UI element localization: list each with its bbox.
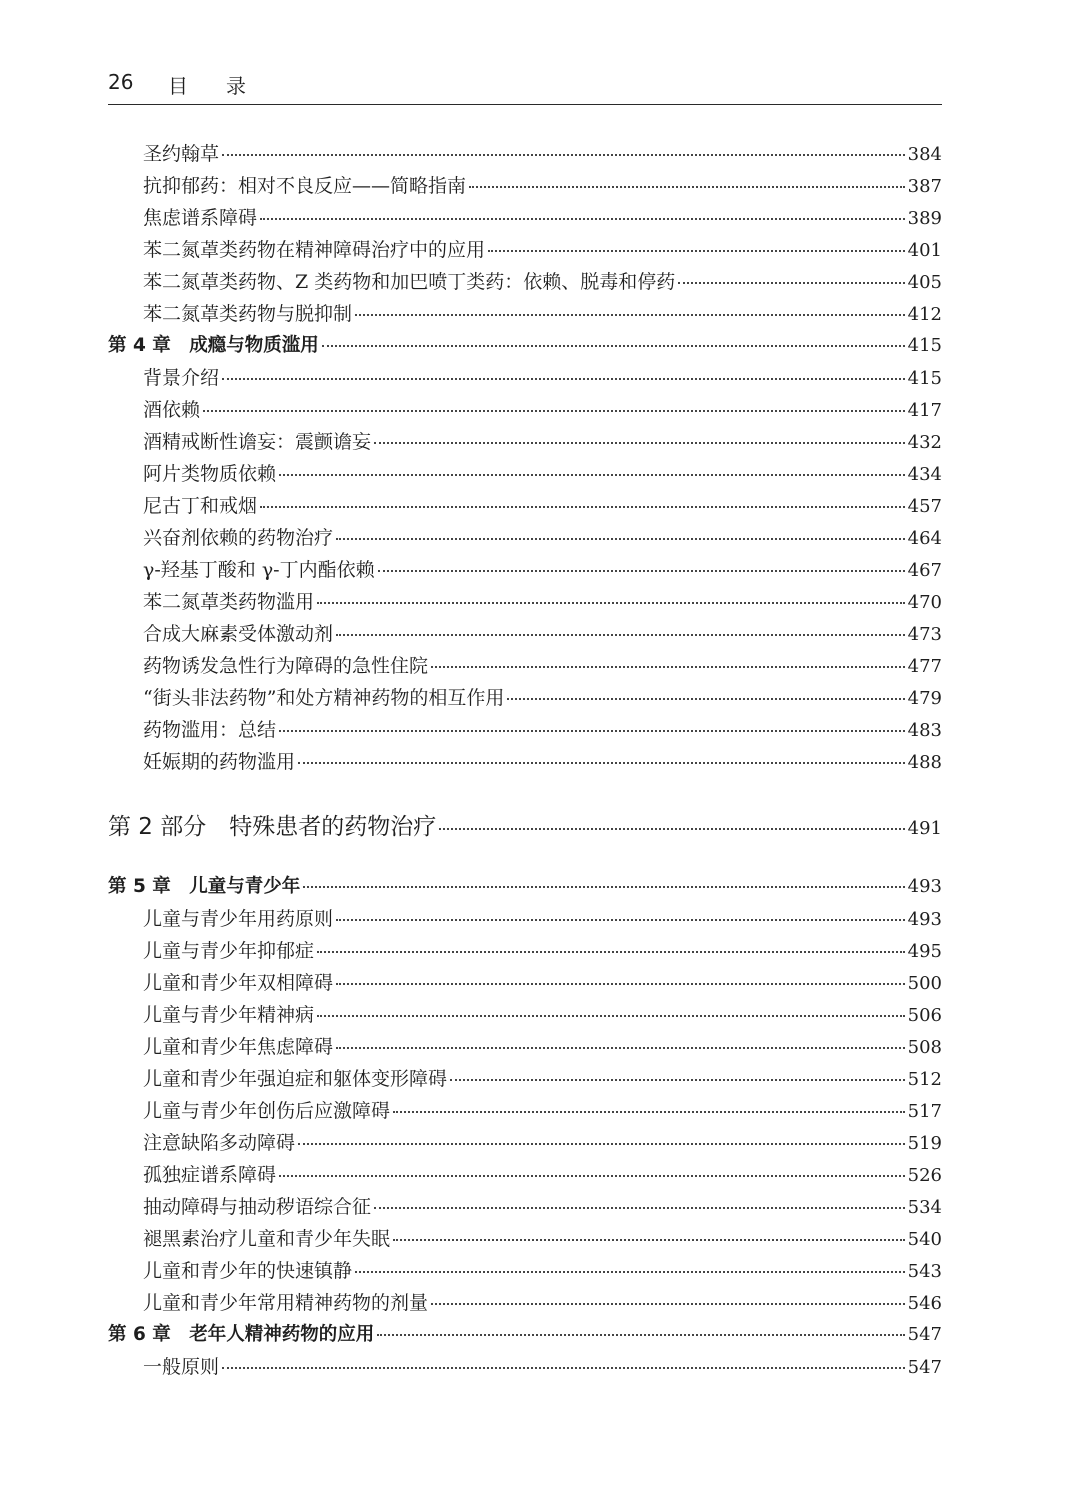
toc-entry <box>143 910 942 929</box>
toc-entry <box>143 209 942 228</box>
toc-entry-title: 儿童和青少年的快速镇静 <box>143 1260 353 1282</box>
toc-entry-page: 483 <box>907 720 942 741</box>
toc-entry <box>143 497 942 516</box>
toc-entry-page: 479 <box>907 688 942 709</box>
toc-entry-title: 酒依赖 <box>143 399 201 421</box>
dot-leader <box>336 538 905 540</box>
toc-chapter <box>108 337 942 356</box>
toc-entry-title: 第 6 章 老年人精神药物的应用 <box>108 1324 375 1345</box>
running-header <box>108 68 942 105</box>
dot-leader <box>222 154 905 156</box>
toc-entry-title: 第 4 章 成瘾与物质滥用 <box>108 335 319 356</box>
toc-entry <box>143 1294 942 1313</box>
toc-entry-title: 儿童与青少年抑郁症 <box>143 940 315 962</box>
dot-leader <box>279 474 905 476</box>
toc-entry-title: 抽动障碍与抽动秽语综合征 <box>143 1196 372 1218</box>
toc-entry <box>143 1230 942 1249</box>
toc-entry-title: 圣约翰草 <box>143 143 220 165</box>
toc-entry-title: 儿童和青少年强迫症和躯体变形障碍 <box>143 1068 448 1090</box>
toc-entry-page: 547 <box>907 1324 942 1345</box>
dot-leader <box>678 282 904 284</box>
toc-entry-page: 412 <box>907 304 942 325</box>
toc-entry-page: 467 <box>907 560 942 581</box>
toc-entry <box>143 1070 942 1089</box>
toc-entry-page: 506 <box>907 1005 942 1026</box>
toc-entry-title: 儿童与青少年创伤后应激障碍 <box>143 1100 391 1122</box>
toc-entry <box>143 241 942 260</box>
dot-leader <box>222 378 905 380</box>
toc-entry-title: 第 5 章 儿童与青少年 <box>108 876 301 897</box>
toc-entry <box>143 625 942 644</box>
toc-entry-title: 儿童和青少年常用精神药物的剂量 <box>143 1292 429 1314</box>
dot-leader <box>279 730 905 732</box>
toc-entry-title: 背景介绍 <box>143 367 220 389</box>
dot-leader <box>336 919 905 921</box>
toc-entry-page: 384 <box>907 144 942 165</box>
toc-entry-page: 493 <box>907 876 942 897</box>
dot-leader <box>393 1111 905 1113</box>
dot-leader <box>355 1271 905 1273</box>
dot-leader <box>222 1367 905 1369</box>
running-title: 目录 <box>168 74 284 98</box>
toc-entry-page: 488 <box>907 752 942 773</box>
toc-entry <box>143 401 942 420</box>
toc-entry-title: 焦虑谱系障碍 <box>143 207 258 229</box>
toc-entry-page: 508 <box>907 1037 942 1058</box>
dot-leader <box>374 442 905 444</box>
toc-entry-title: 一般原则 <box>143 1356 220 1378</box>
toc-entry <box>143 1166 942 1185</box>
toc-entry-page: 534 <box>907 1197 942 1218</box>
toc-entry <box>143 1262 942 1281</box>
toc-entry-page: 512 <box>907 1069 942 1090</box>
toc-entry-title: 酒精戒断性谵妄：震颤谵妄 <box>143 431 372 453</box>
toc-entry-page: 457 <box>907 496 942 517</box>
toc-entry-page: 405 <box>907 272 942 293</box>
toc-entry-page: 517 <box>907 1101 942 1122</box>
dot-leader <box>450 1079 905 1081</box>
dot-leader <box>377 1334 904 1336</box>
toc-entry-title: 褪黑素治疗儿童和青少年失眠 <box>143 1228 391 1250</box>
dot-leader <box>431 666 905 668</box>
toc-entry-page: 526 <box>907 1165 942 1186</box>
toc-entry <box>143 689 942 708</box>
toc-entry-title: 儿童和青少年焦虑障碍 <box>143 1036 334 1058</box>
toc-entry-title: 儿童与青少年精神病 <box>143 1004 315 1026</box>
toc-entry-title: 妊娠期的药物滥用 <box>143 751 296 773</box>
toc-entry-title: “街头非法药物”和处方精神药物的相互作用 <box>143 687 505 709</box>
toc-entry-page: 547 <box>907 1357 942 1378</box>
dot-leader <box>488 250 905 252</box>
toc-entry-title: 药物诱发急性行为障碍的急性住院 <box>143 655 429 677</box>
toc-entry-title: 苯二氮䓬类药物与脱抑制 <box>143 303 353 325</box>
toc-entry-page: 540 <box>907 1229 942 1250</box>
toc-entry <box>143 1102 942 1121</box>
toc-entry-page: 387 <box>907 176 942 197</box>
toc-entry <box>143 974 942 993</box>
toc-part <box>108 816 942 839</box>
toc-chapter <box>108 878 942 897</box>
toc-entry-page: 415 <box>907 335 942 356</box>
toc-entry-page: 401 <box>907 240 942 261</box>
dot-leader <box>378 570 905 572</box>
toc-entry <box>143 145 942 164</box>
dot-leader <box>260 506 905 508</box>
toc-entry-title: 第 2 部分 特殊患者的药物治疗 <box>108 814 437 840</box>
dot-leader <box>439 828 904 830</box>
toc-entry <box>143 177 942 196</box>
toc-entry-title: 兴奋剂依赖的药物治疗 <box>143 527 334 549</box>
toc-entry <box>143 369 942 388</box>
toc-entry-page: 432 <box>907 432 942 453</box>
toc-entry-title: 合成大麻素受体激动剂 <box>143 623 334 645</box>
toc-entry-page: 493 <box>907 909 942 930</box>
dot-leader <box>336 1047 905 1049</box>
toc-entry <box>143 273 942 292</box>
toc-entry-page: 491 <box>907 818 942 839</box>
toc-entry-page: 464 <box>907 528 942 549</box>
toc-entry-title: 苯二氮䓬类药物、Z 类药物和加巴喷丁类药：依赖、脱毒和停药 <box>143 271 676 293</box>
toc-entry <box>143 1198 942 1217</box>
dot-leader <box>374 1207 905 1209</box>
toc-entry <box>143 433 942 452</box>
dot-leader <box>279 1175 905 1177</box>
dot-leader <box>298 1143 905 1145</box>
dot-leader <box>355 314 905 316</box>
dot-leader <box>203 410 905 412</box>
toc-entry <box>143 529 942 548</box>
dot-leader <box>317 602 905 604</box>
dot-leader <box>322 345 905 347</box>
toc-entry-title: 孤独症谱系障碍 <box>143 1164 277 1186</box>
toc-entry <box>143 1038 942 1057</box>
toc-entry-title: 苯二氮䓬类药物滥用 <box>143 591 315 613</box>
toc-entry <box>143 942 942 961</box>
toc-entry-page: 546 <box>907 1293 942 1314</box>
toc-entry <box>143 753 942 772</box>
toc-entry-page: 470 <box>907 592 942 613</box>
toc-entry-title: 苯二氮䓬类药物在精神障碍治疗中的应用 <box>143 239 486 261</box>
toc-entry <box>143 593 942 612</box>
toc-entry <box>143 721 942 740</box>
toc-entry-title: 药物滥用：总结 <box>143 719 277 741</box>
dot-leader <box>336 983 905 985</box>
toc-entry <box>143 561 942 580</box>
toc-entry-title: 阿片类物质依赖 <box>143 463 277 485</box>
dot-leader <box>260 218 905 220</box>
dot-leader <box>393 1239 905 1241</box>
dot-leader <box>507 698 904 700</box>
dot-leader <box>431 1303 905 1305</box>
toc-entry-title: 儿童与青少年用药原则 <box>143 908 334 930</box>
toc-entry-page: 543 <box>907 1261 942 1282</box>
toc-entry-title: 注意缺陷多动障碍 <box>143 1132 296 1154</box>
toc-entry <box>143 1134 942 1153</box>
toc-entry-title: 抗抑郁药：相对不良反应——简略指南 <box>143 175 467 197</box>
toc-entry <box>143 305 942 324</box>
toc-entry <box>143 1006 942 1025</box>
toc-entry-title: γ-羟基丁酸和 γ-丁内酯依赖 <box>143 559 375 581</box>
dot-leader <box>298 762 905 764</box>
dot-leader <box>317 1015 905 1017</box>
dot-leader <box>303 886 904 888</box>
dot-leader <box>336 634 905 636</box>
toc-entry-page: 434 <box>907 464 942 485</box>
dot-leader <box>469 186 905 188</box>
toc-entry-page: 417 <box>907 400 942 421</box>
toc-entry <box>143 657 942 676</box>
dot-leader <box>317 951 905 953</box>
toc-entry-page: 473 <box>907 624 942 645</box>
page-number: 26 <box>108 70 134 94</box>
toc-entry <box>143 465 942 484</box>
toc-entry-page: 415 <box>907 368 942 389</box>
toc-entry-page: 495 <box>907 941 942 962</box>
toc-chapter <box>108 1326 942 1345</box>
toc-entry-page: 519 <box>907 1133 942 1154</box>
toc-entry-page: 500 <box>907 973 942 994</box>
toc-entry <box>143 1358 942 1377</box>
toc-entry-page: 477 <box>907 656 942 677</box>
toc-entry-title: 尼古丁和戒烟 <box>143 495 258 517</box>
toc-entry-title: 儿童和青少年双相障碍 <box>143 972 334 994</box>
toc-entry-page: 389 <box>907 208 942 229</box>
